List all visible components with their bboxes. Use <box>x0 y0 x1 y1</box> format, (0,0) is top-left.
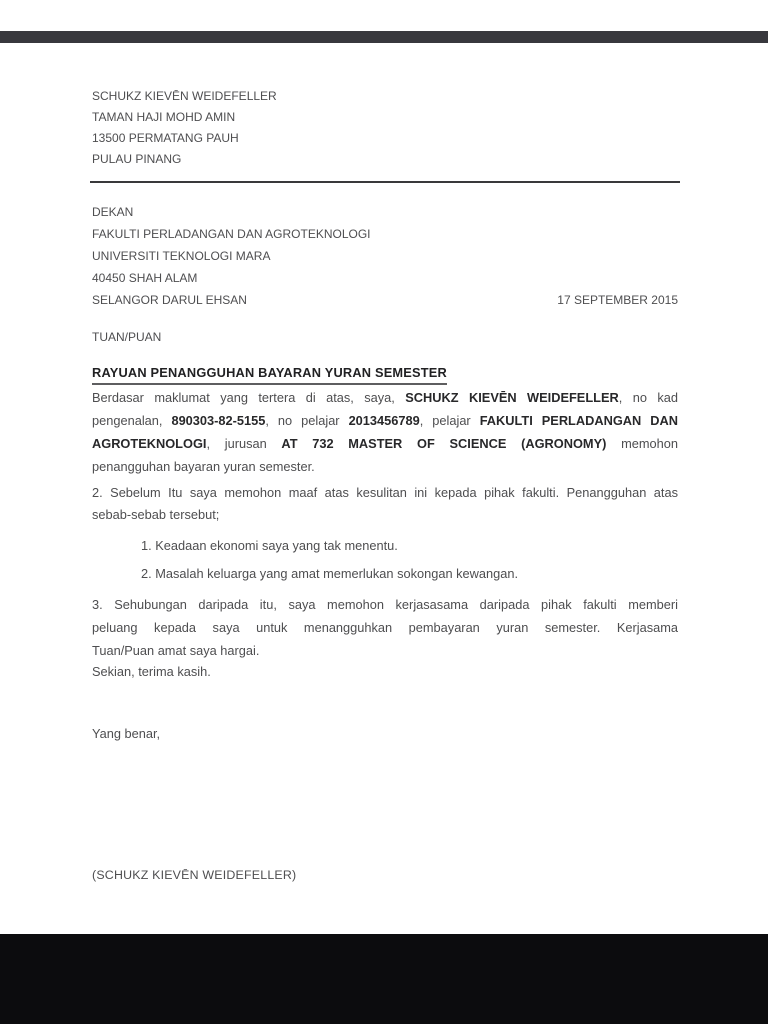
list-item-2: 2. Masalah keluarga yang amat memerlukan sokongan kewangan. <box>141 566 519 581</box>
sender-name-line: SCHUKZ KIEVĒN WEIDEFELLER <box>92 89 277 103</box>
recipient-faculty-line: FAKULTI PERLADANGAN DAN AGROTEKNOLOGI <box>92 227 371 241</box>
viewer-top-bar <box>0 31 768 43</box>
letter-page[interactable] <box>0 43 768 934</box>
letter-date: 17 SEPTEMBER 2015 <box>557 293 678 307</box>
sender-state-line: PULAU PINANG <box>92 152 182 166</box>
sender-postcode-line: 13500 PERMATANG PAUH <box>92 131 239 145</box>
signature-name: (SCHUKZ KIEVĒN WEIDEFELLER) <box>92 868 297 882</box>
address-divider-line <box>90 181 680 183</box>
sender-street-line: TAMAN HAJI MOHD AMIN <box>92 110 236 124</box>
closing-thanks: Sekian, terima kasih. <box>92 664 211 679</box>
recipient-university-line: UNIVERSITI TEKNOLOGI MARA <box>92 249 271 263</box>
viewer-bottom-background <box>0 934 768 1024</box>
subject-heading <box>92 364 447 385</box>
salutation: TUAN/PUAN <box>92 330 162 344</box>
recipient-state-line: SELANGOR DARUL EHSAN <box>92 293 247 307</box>
paragraph-1: Berdasar maklumat yang tertera di atas, saya, SCHUKZ KIEVĒN WEIDEFELLER, no kad pengenalan, 890303-82-5155, no pelajar 2013456789, pelajar FAKULTI PERLADANGAN DAN AGROTEKNOLOGI, jurusan AT 732 MASTER OF SCIENCE (AGRONOMY) memohon penangguhan bayaran yuran semester. <box>92 390 678 474</box>
paragraph-3: 3. Sehubungan daripada itu, saya memohon kerjasasama daripada pihak fakulti memberi peluang kepada saya untuk menangguhkan pembayaran yuran semester. Kerjasama Tuan/Puan amat saya hargai. <box>92 597 678 658</box>
recipient-title-line: DEKAN <box>92 205 134 219</box>
recipient-city-line: 40450 SHAH ALAM <box>92 271 198 285</box>
sign-off: Yang benar, <box>92 726 161 741</box>
subject-text: RAYUAN PENANGGUHAN BAYARAN YURAN SEMESTER <box>92 365 447 385</box>
sender-address <box>92 86 277 170</box>
paragraph-2: 2. Sebelum Itu saya memohon maaf atas kesulitan ini kepada pihak fakulti. Penangguhan atas sebab-sebab tersebut; <box>92 485 678 522</box>
list-item-1: 1. Keadaan ekonomi saya yang tak menentu. <box>141 538 398 553</box>
